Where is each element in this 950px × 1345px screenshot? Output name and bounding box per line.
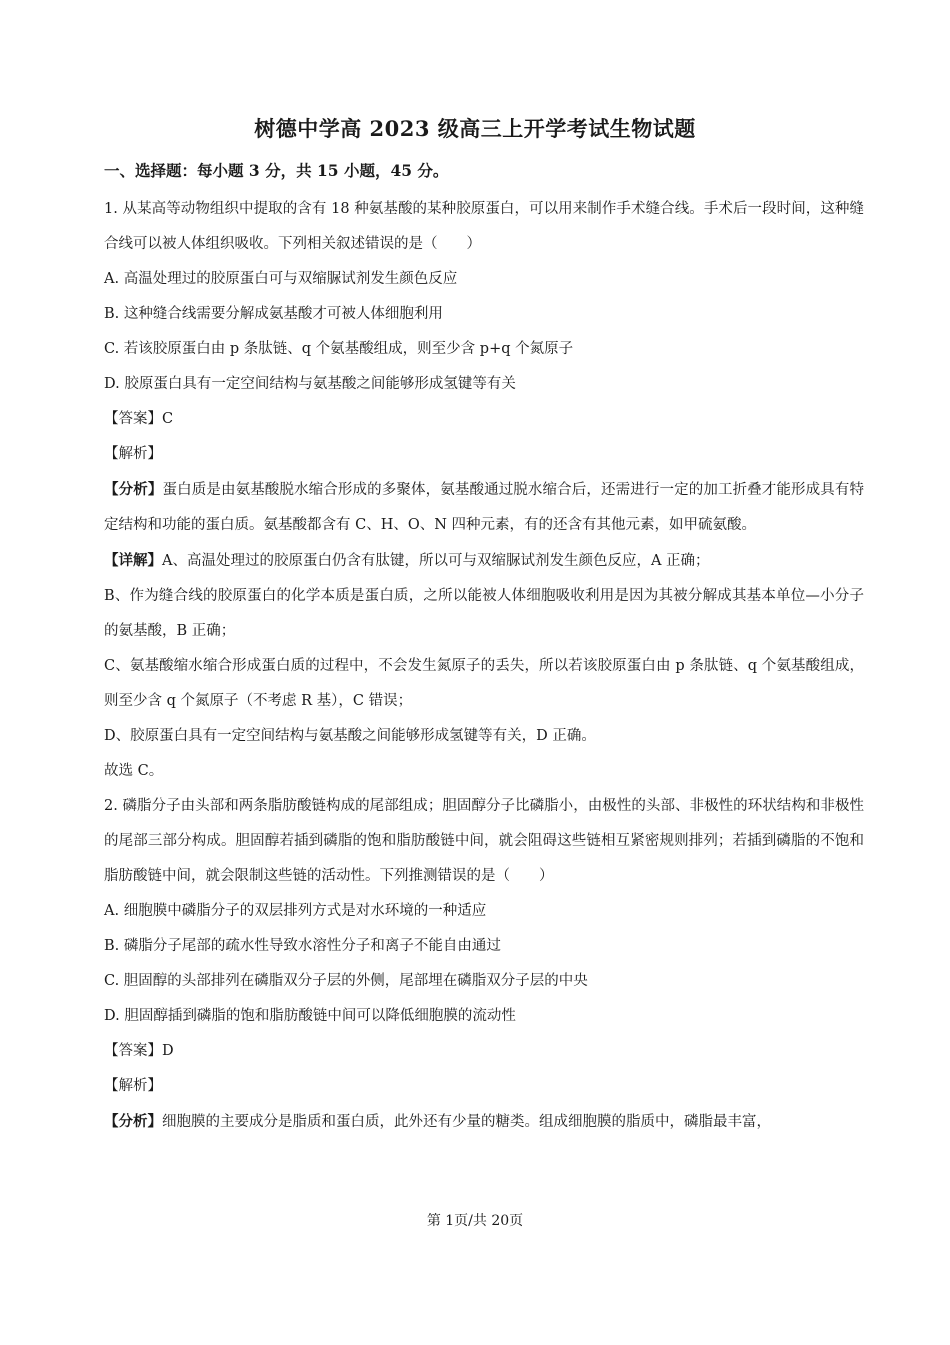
question-1-detail-b: B、作为缝合线的胶原蛋白的化学本质是蛋白质，之所以能被人体细胞吸收利用是因为其被分解成其基本单位—小分子的氨基酸，B 正确；: [104, 588, 864, 639]
question-1-option-a: A. 高温处理过的胶原蛋白可与双缩脲试剂发生颜色反应: [104, 271, 458, 287]
document-body: [104, 158, 864, 1140]
question-1: [104, 192, 864, 789]
question-1-option-d: D. 胶原蛋白具有一定空间结构与氨基酸之间能够形成氢键等有关: [104, 376, 516, 392]
question-2-answer: 【答案】D: [104, 1043, 174, 1059]
analysis-text: 蛋白质是由氨基酸脱水缩合形成的多聚体，氨基酸通过脱水缩合后，还需进行一定的加工折叠才能形成具有特定结构和功能的蛋白质。氨基酸都含有 C、H、O、N 四种元素，有的还含有其他元素，如甲硫氨酸。: [104, 482, 865, 533]
question-2-option-b: B. 磷脂分子尾部的疏水性导致水溶性分子和离子不能自由通过: [104, 938, 501, 954]
question-1-answer: 【答案】C: [104, 411, 174, 427]
section-heading: 一、选择题：每小题 3 分，共 15 小题，45 分。: [104, 161, 449, 180]
question-2-option-a: A. 细胞膜中磷脂分子的双层排列方式是对水环境的一种适应: [104, 903, 487, 919]
question-2: [104, 789, 864, 1140]
question-1-option-b: B. 这种缝合线需要分解成氨基酸才可被人体细胞利用: [104, 306, 443, 322]
analysis-label: 【分析】: [104, 1113, 162, 1130]
question-1-stem: 1. 从某高等动物组织中提取的含有 18 种氨基酸的某种胶原蛋白，可以用来制作手术缝合线。手术后一段时间，这种缝合线可以被人体组织吸收。下列相关叙述错误的是（ ）: [104, 201, 864, 252]
analysis-text: 细胞膜的主要成分是脂质和蛋白质，此外还有少量的糖类。组成细胞膜的脂质中，磷脂最丰富，: [162, 1114, 771, 1130]
question-1-conclusion: 故选 C。: [104, 763, 164, 779]
question-2-analysis-label: 【解析】: [104, 1078, 162, 1094]
question-1-detail-c: C、氨基酸缩水缩合形成蛋白质的过程中，不会发生氮原子的丢失，所以若该胶原蛋白由 p 条肽链、q 个氨基酸组成，则至少含 q 个氮原子（不考虑 R 基），C 错误；: [104, 658, 864, 709]
page-footer: 第 1页/共 20页: [426, 1213, 524, 1229]
page-title: 树德中学高 2023 级高三上开学考试生物试题: [254, 116, 696, 141]
question-2-analysis: [104, 1104, 864, 1140]
question-1-detail-a: [104, 543, 864, 579]
question-2-stem: 2. 磷脂分子由头部和两条脂肪酸链构成的尾部组成；胆固醇分子比磷脂小，由极性的头部、非极性的环状结构和非极性的尾部三部分构成。胆固醇若插到磷脂的饱和脂肪酸链中间，就会阻碍这些链相互紧密规则排列；若插到磷脂的不饱和脂肪酸链中间，就会限制这些链的活动性。下列推测错误的是（ ）: [104, 798, 864, 884]
detail-label: 【详解】: [104, 552, 162, 569]
question-1-analysis-label: 【解析】: [104, 446, 162, 462]
question-1-option-c: C. 若该胶原蛋白由 p 条肽链、q 个氨基酸组成，则至少含 p+q 个氮原子: [104, 341, 574, 357]
question-1-detail-d: D、胶原蛋白具有一定空间结构与氨基酸之间能够形成氢键等有关，D 正确。: [104, 728, 596, 744]
question-2-option-d: D. 胆固醇插到磷脂的饱和脂肪酸链中间可以降低细胞膜的流动性: [104, 1008, 516, 1024]
question-1-analysis: [104, 472, 864, 543]
detail-text-a: A、高温处理过的胶原蛋白仍含有肽键，所以可与双缩脲试剂发生颜色反应，A 正确；: [162, 553, 710, 569]
question-2-option-c: C. 胆固醇的头部排列在磷脂双分子层的外侧，尾部埋在磷脂双分子层的中央: [104, 973, 588, 989]
analysis-label: 【分析】: [104, 481, 163, 498]
